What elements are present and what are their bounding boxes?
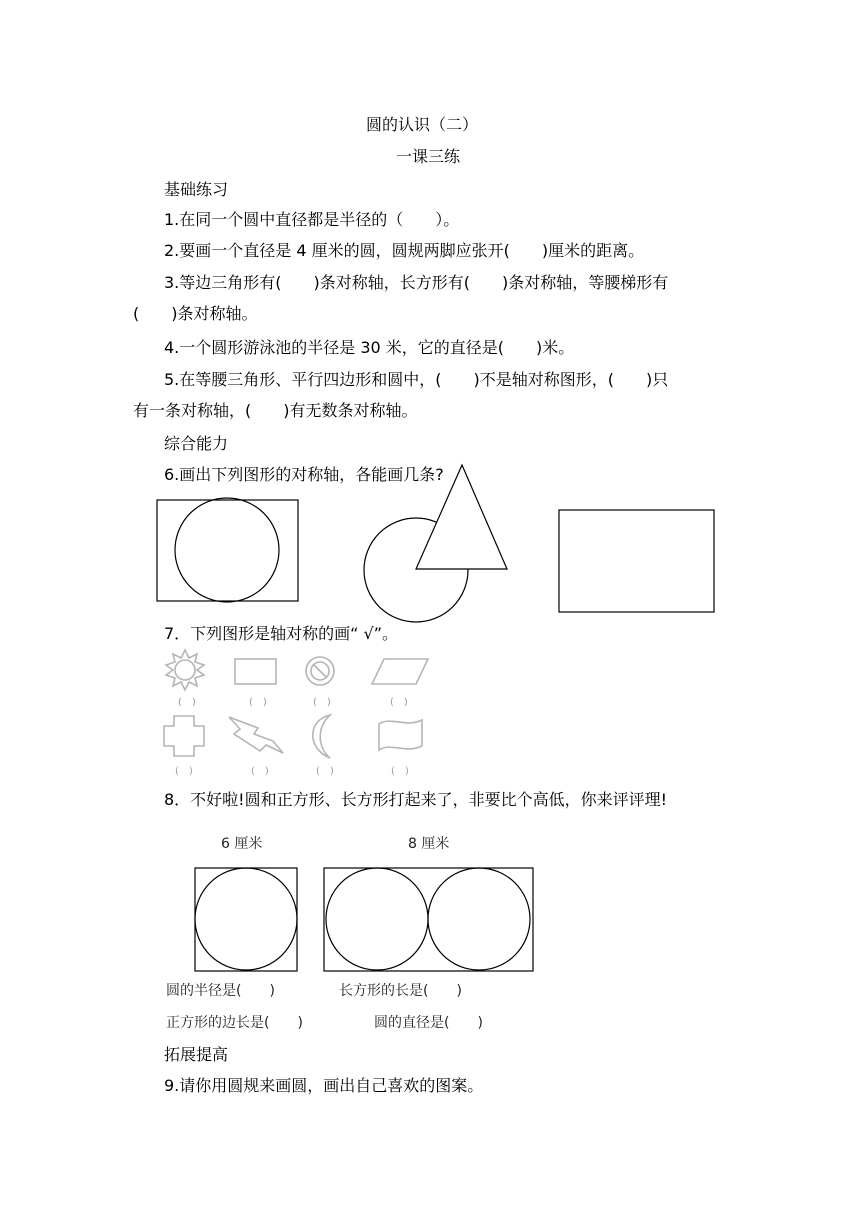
question-3-line-1: 3.等边三角形有( )条对称轴，长方形有( )条对称轴，等腰梯形有 <box>164 273 669 292</box>
q8-blank-diameter[interactable]: 圆的直径是( ) <box>374 1015 483 1031</box>
section-basic: 基础练习 <box>164 180 229 199</box>
q6-figures <box>0 490 860 620</box>
question-6: 6.画出下列图形的对称轴，各能画几条? <box>164 465 444 484</box>
section-comprehensive: 综合能力 <box>164 434 229 453</box>
q8-rectangle-circle-right <box>428 868 530 970</box>
question-5-line-1: 5.在等腰三角形、平行四边形和圆中，( )不是轴对称图形，( )只 <box>164 370 669 389</box>
q7-answer-blank[interactable]: ( ) <box>175 766 193 777</box>
question-1: 1.在同一个圆中直径都是半径的（ ）。 <box>164 210 460 229</box>
q6-inscribed-circle <box>175 498 279 602</box>
q7-answer-blank[interactable]: ( ) <box>249 697 267 708</box>
q7-figures <box>158 648 458 778</box>
page-title: 圆的认识（二） <box>366 115 479 134</box>
q8-blank-rect-length[interactable]: 长方形的长是( ) <box>339 983 462 999</box>
lightning-icon <box>229 717 283 753</box>
q8-figures <box>0 860 860 980</box>
q8-label-6cm: 6 厘米 <box>221 836 263 852</box>
q8-blank-square-side[interactable]: 正方形的边长是( ) <box>166 1015 303 1031</box>
question-4: 4.一个圆形游泳池的半径是 30 米，它的直径是( )米。 <box>164 338 575 357</box>
q8-rectangle-circle-left <box>326 868 428 970</box>
q6-rectangle-with-circle <box>157 500 298 601</box>
q8-blank-radius[interactable]: 圆的半径是( ) <box>166 983 275 999</box>
question-3-line-2: ( )条对称轴。 <box>133 304 258 323</box>
q8-label-8cm: 8 厘米 <box>408 836 450 852</box>
question-9: 9.请你用圆规来画圆，画出自己喜欢的图案。 <box>164 1076 484 1095</box>
wave-flag-icon <box>379 720 422 750</box>
question-8: 8．不好啦!圆和正方形、长方形打起来了，非要比个高低，你来评评理! <box>164 790 668 809</box>
q7-answer-blank[interactable]: ( ) <box>316 766 334 777</box>
question-5-line-2: 有一条对称轴，( )有无数条对称轴。 <box>133 401 418 420</box>
cross-icon <box>164 716 204 756</box>
rectangle-icon <box>235 659 276 684</box>
prohibition-sign-icon <box>306 657 334 685</box>
q7-answer-blank[interactable]: ( ) <box>391 766 409 777</box>
q7-answer-blank[interactable]: ( ) <box>251 766 269 777</box>
question-2: 2.要画一个直径是 4 厘米的圆，圆规两脚应张开( )厘米的距离。 <box>164 241 645 260</box>
section-extension: 拓展提高 <box>164 1045 229 1064</box>
parallelogram-icon <box>372 659 428 684</box>
sun-icon <box>166 650 204 690</box>
question-7: 7．下列图形是轴对称的画“ √”。 <box>164 624 399 643</box>
q6-rectangle <box>559 510 714 612</box>
q7-answer-blank[interactable]: ( ) <box>313 697 331 708</box>
q8-square-circle <box>195 868 297 970</box>
page-subtitle: 一课三练 <box>396 147 461 166</box>
q7-answer-blank[interactable]: ( ) <box>178 697 196 708</box>
crescent-moon-icon <box>313 715 330 758</box>
q7-answer-blank[interactable]: ( ) <box>390 697 408 708</box>
